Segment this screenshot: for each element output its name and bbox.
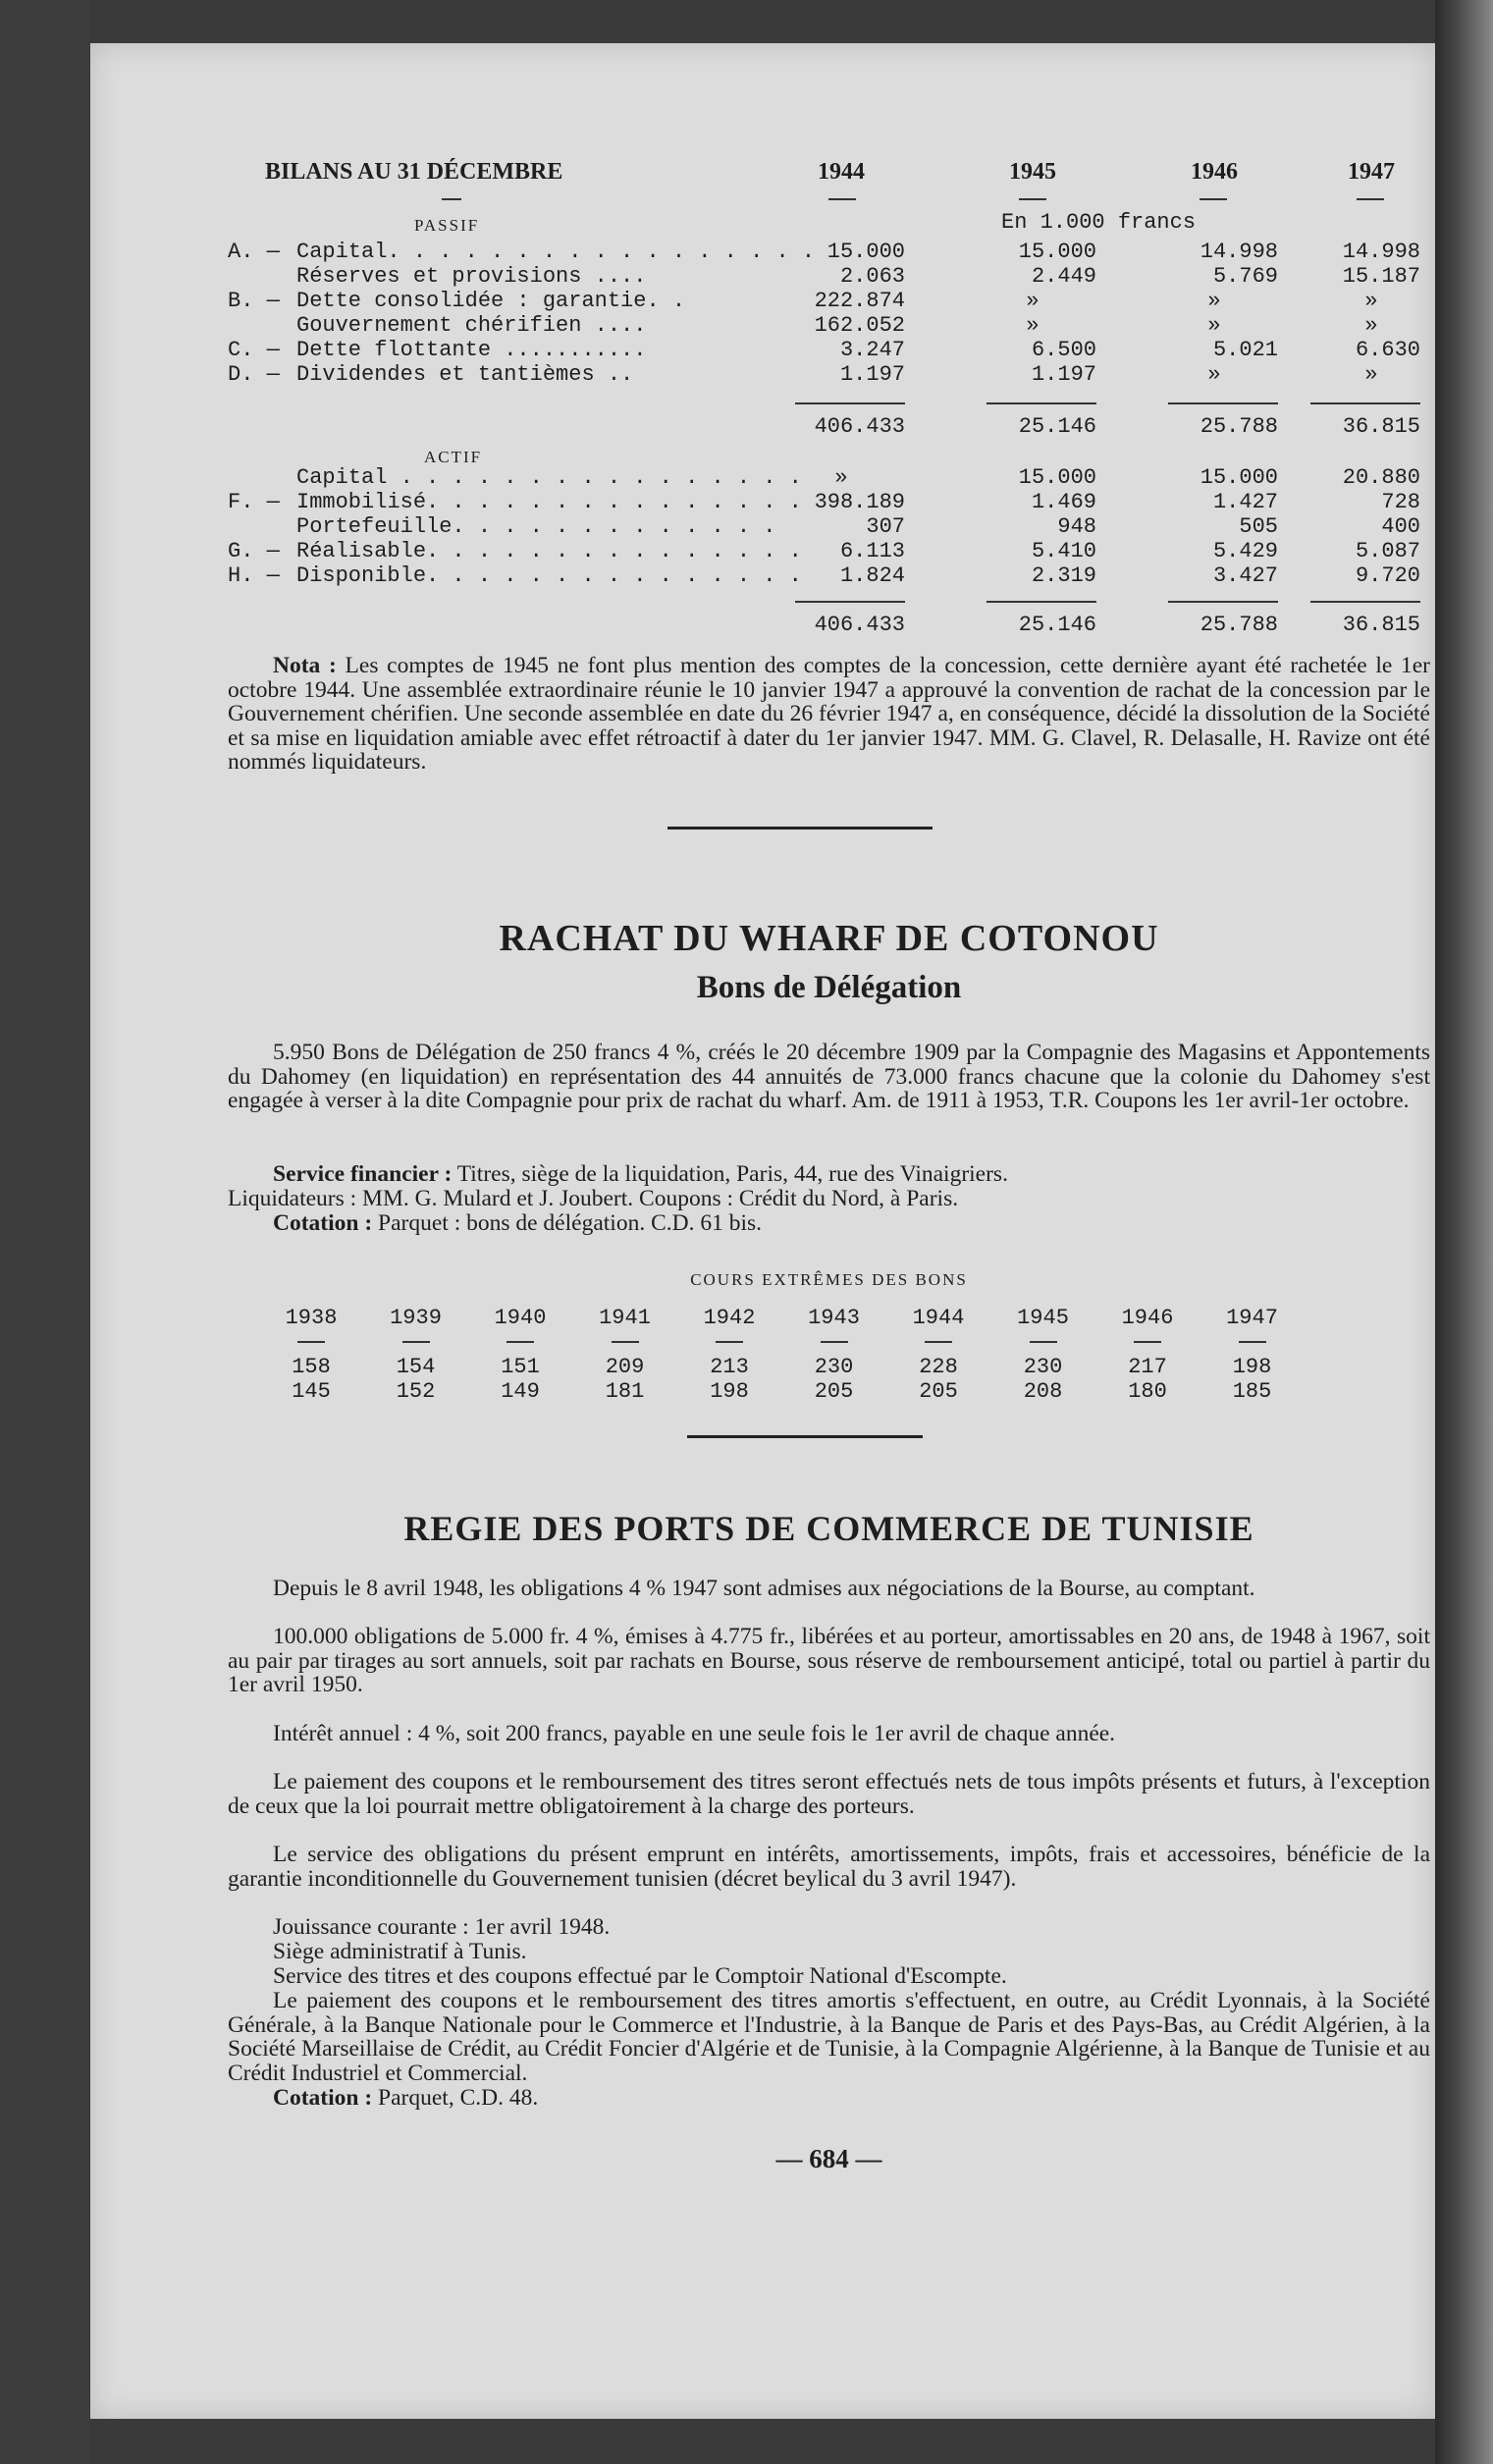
cours-year: 1941 (599, 1306, 651, 1330)
total-rule (1310, 402, 1420, 404)
right-page-edge (1435, 0, 1493, 2464)
cours-low: 180 (1128, 1379, 1167, 1404)
row-value: 5.087 (1355, 539, 1420, 563)
bilans-title: BILANS AU 31 DÉCEMBRE (265, 159, 563, 185)
cours-dash (507, 1341, 534, 1343)
cours-low: 152 (396, 1379, 436, 1404)
year-dash-1947 (1357, 198, 1384, 200)
actif-label: ACTIF (424, 448, 483, 466)
total-value: 36.815 (1342, 414, 1420, 439)
row-value: » (1207, 313, 1221, 338)
year-dash-1944 (828, 198, 856, 200)
nota-text: Les comptes de 1945 ne font plus mention des comptes de la concession, cette dernière ayant été rachetée le 1er octobre 1944. Une assemblée extraordinaire réunie le 10 janvier 1947 a approuvé la convention de rachat de la concession par le Gouvernement chérifien. Une seconde assemblée en date du 26 février 1947 a, en conséquence, décidé la dissolution de la Société et sa mise en liquidation amiable avec effet rétroactif à dater du 1er janvier 1947. MM. G. Clavel, R. Delasalle, H. Ravize ont été nommés liquidateurs. (228, 653, 1431, 776)
cours-year: 1947 (1226, 1306, 1278, 1330)
wharf-cotation-line (228, 1211, 1430, 1236)
row-value: 948 (1057, 514, 1096, 539)
row-value: 6.500 (1031, 338, 1096, 362)
row-value: 15.000 (826, 240, 905, 264)
year-header-1944: 1944 (818, 159, 865, 185)
cours-low: 181 (605, 1379, 645, 1404)
total-value: 25.788 (1200, 613, 1278, 637)
row-value: 5.769 (1212, 264, 1278, 289)
cours-year: 1939 (390, 1306, 442, 1330)
wharf-service-label: Service financier : (273, 1161, 453, 1187)
row-label: Gouvernement chérifien .... (296, 313, 647, 338)
row-label: Capital. . . . . . . . . . . . . . . . . (296, 240, 816, 264)
row-value: 15.187 (1342, 264, 1420, 289)
wharf-intro: 5.950 Bons de Délégation de 250 francs 4 %, créés le 20 décembre 1909 par la Compagnie des Magasins et Appontements du Dahomey (en liquidation) en représentation des 44 annuités de 73.000 francs chacune que la colonie du Dahomey s'est engagée à verser à la dite Compagnie pour prix de rachat du wharf. Am. de 1911 à 1953, T.R. Coupons les 1er avril-1er octobre. (228, 1040, 1430, 1114)
year-dash-1945 (1019, 198, 1046, 200)
cours-low: 149 (501, 1379, 540, 1404)
cours-high: 158 (292, 1355, 331, 1379)
cours-year: 1944 (912, 1306, 965, 1330)
cours-year: 1945 (1017, 1306, 1069, 1330)
row-value: 1.197 (1031, 362, 1096, 387)
wharf-title: RACHAT DU WHARF DE COTONOU (499, 918, 1159, 959)
row-value: » (1207, 362, 1221, 387)
row-value: 162.052 (814, 313, 905, 338)
row-value: 5.021 (1212, 338, 1278, 362)
row-value: 1.824 (839, 563, 905, 588)
total-rule (986, 601, 1096, 603)
cours-high: 217 (1128, 1355, 1167, 1379)
row-label: Dette flottante ........... (296, 338, 647, 362)
cours-year: 1940 (494, 1306, 547, 1330)
wharf-service-line (228, 1162, 1430, 1187)
row-value: » (1364, 362, 1378, 387)
row-value: 3.427 (1212, 563, 1278, 588)
row-value: » (1364, 289, 1378, 313)
cours-dash (402, 1341, 430, 1343)
regie-cotation-text: Parquet, C.D. 48. (378, 2085, 539, 2111)
row-value: 307 (866, 514, 905, 539)
total-value: 25.788 (1200, 414, 1278, 439)
cours-year: 1938 (285, 1306, 338, 1330)
row-value: » (834, 465, 848, 490)
row-value: 14.998 (1342, 240, 1420, 264)
row-value: 1.427 (1212, 490, 1278, 514)
cours-high: 230 (814, 1355, 854, 1379)
row-prefix: F. — (228, 490, 280, 514)
regie-cotation-label: Cotation : (273, 2085, 373, 2111)
cours-low: 145 (292, 1379, 331, 1404)
cours-high: 213 (710, 1355, 749, 1379)
row-value: » (1364, 313, 1378, 338)
row-value: 222.874 (814, 289, 905, 313)
row-value: 15.000 (1018, 240, 1096, 264)
page-number: — 684 — (775, 2144, 882, 2173)
row-value: 1.197 (839, 362, 905, 387)
cours-dash (925, 1341, 952, 1343)
total-rule (1310, 601, 1420, 603)
row-value: 2.319 (1031, 563, 1096, 588)
regie-p1: Depuis le 8 avril 1948, les obligations 4 % 1947 sont admises aux négociations de la Bourse, au comptant. (273, 1576, 1255, 1601)
regie-p4: Le paiement des coupons et le remboursement des titres seront effectués nets de tous impôts présents et futurs, à l'exception de ceux que la loi pourrait mettre obligatoirement à la charge des porteurs. (228, 1769, 1430, 1819)
regie-p6: Jouissance courante : 1er avril 1948. (273, 1914, 611, 1940)
cours-title: COURS EXTRÊMES DES BONS (690, 1270, 968, 1289)
total-value: 406.433 (814, 613, 905, 637)
cours-low: 205 (919, 1379, 958, 1404)
regie-p9: Le paiement des coupons et le remboursement des titres amortis s'effectuent, en outre, au Crédit Lyonnais, à la Société Générale, à la Banque Nationale pour le Commerce et l'Industrie, à la Banque de Paris et des Pays-Bas, au Crédit Algérien, à la Société Marseillaise de Crédit, au Crédit Foncier d'Algérie et de Tunisie, à la Compagnie Algérienne, à la Banque de Tunisie et au Crédit Industriel et Commercial. (228, 1988, 1430, 2086)
cours-dash (1030, 1341, 1057, 1343)
unit-note: En 1.000 francs (1001, 210, 1197, 235)
cours-low: 208 (1023, 1379, 1063, 1404)
row-value: 14.998 (1200, 240, 1278, 264)
section-divider-1 (667, 827, 933, 830)
row-value: » (1026, 313, 1040, 338)
row-value: » (1207, 289, 1221, 313)
year-header-1947: 1947 (1348, 159, 1395, 185)
regie-p2: 100.000 obligations de 5.000 fr. 4 %, émises à 4.775 fr., libérées et au porteur, amortissables en 20 ans, de 1948 à 1967, soit au pair par tirages au sort annuels, soit par rachats en Bourse, sous réserve de remboursement anticipé, total ou partiel à partir du 1er avril 1950. (228, 1624, 1430, 1698)
cours-dash (612, 1341, 639, 1343)
total-rule (795, 601, 905, 603)
total-value: 25.146 (1018, 613, 1096, 637)
row-value: 15.000 (1200, 465, 1278, 490)
row-prefix: G. — (228, 539, 280, 563)
nota-paragraph (228, 654, 1430, 775)
cours-dash (1239, 1341, 1266, 1343)
row-label: Portefeuille. . . . . . . . . . . . . (296, 514, 776, 539)
section-divider-2 (687, 1435, 923, 1438)
regie-p8: Service des titres et des coupons effectué par le Comptoir National d'Escompte. (273, 1963, 1007, 1989)
wharf-cotation-text: Parquet : bons de délégation. C.D. 61 bis. (378, 1210, 763, 1236)
total-rule (1168, 402, 1278, 404)
year-dash-1946 (1200, 198, 1227, 200)
row-value: » (1026, 289, 1040, 313)
row-label: Capital . . . . . . . . . . . . . . . . (296, 465, 802, 490)
total-rule (795, 402, 905, 404)
wharf-subtitle: Bons de Délégation (696, 970, 962, 1005)
total-value: 25.146 (1018, 414, 1096, 439)
row-value: 3.247 (839, 338, 905, 362)
cours-dash (716, 1341, 743, 1343)
cours-year: 1943 (808, 1306, 860, 1330)
regie-cotation-line (228, 2086, 1430, 2111)
row-value: 2.063 (839, 264, 905, 289)
row-value: 400 (1381, 514, 1420, 539)
nota-label: Nota : (273, 653, 337, 678)
row-value: 6.113 (839, 539, 905, 563)
regie-p3: Intérêt annuel : 4 %, soit 200 francs, payable en une seule fois le 1er avril de chaque année. (273, 1721, 1116, 1746)
regie-title: REGIE DES PORTS DE COMMERCE DE TUNISIE (403, 1509, 1254, 1548)
row-value: 20.880 (1342, 465, 1420, 490)
row-prefix: C. — (228, 338, 280, 362)
row-prefix: D. — (228, 362, 280, 387)
row-value: 505 (1239, 514, 1278, 539)
regie-p5: Le service des obligations du présent emprunt en intérêts, amortissements, impôts, frais et accessoires, bénéficie de la garantie inconditionnelle du Gouvernement tunisien (décret beylical du 3 avril 1947). (228, 1842, 1430, 1892)
row-value: 9.720 (1355, 563, 1420, 588)
row-label: Dividendes et tantièmes .. (296, 362, 634, 387)
cours-high: 228 (919, 1355, 958, 1379)
row-value: 15.000 (1018, 465, 1096, 490)
row-label: Réserves et provisions .... (296, 264, 647, 289)
row-value: 6.630 (1355, 338, 1420, 362)
row-prefix: B. — (228, 289, 280, 313)
cours-high: 154 (396, 1355, 436, 1379)
cours-high: 151 (501, 1355, 540, 1379)
total-value: 406.433 (814, 414, 905, 439)
total-rule (1168, 601, 1278, 603)
cours-low: 198 (710, 1379, 749, 1404)
row-label: Réalisable. . . . . . . . . . . . . . . (296, 539, 802, 563)
cours-low: 185 (1232, 1379, 1272, 1404)
row-value: 5.429 (1212, 539, 1278, 563)
cours-year: 1946 (1121, 1306, 1174, 1330)
row-value: 2.449 (1031, 264, 1096, 289)
row-value: 5.410 (1031, 539, 1096, 563)
passif-dash (442, 198, 461, 200)
regie-p7: Siège administratif à Tunis. (273, 1939, 527, 1964)
row-value: 1.469 (1031, 490, 1096, 514)
total-rule (986, 402, 1096, 404)
row-label: Disponible. . . . . . . . . . . . . . . (296, 563, 802, 588)
total-value: 36.815 (1342, 613, 1420, 637)
year-header-1946: 1946 (1191, 159, 1238, 185)
row-label: Immobilisé. . . . . . . . . . . . . . . (296, 490, 802, 514)
cours-high: 198 (1232, 1355, 1272, 1379)
cours-low: 205 (814, 1379, 854, 1404)
cours-dash (297, 1341, 325, 1343)
row-label: Dette consolidée : garantie. . (296, 289, 686, 313)
cours-high: 230 (1023, 1355, 1063, 1379)
row-prefix: H. — (228, 563, 280, 588)
row-value: 398.189 (814, 490, 905, 514)
cours-dash (821, 1341, 848, 1343)
left-scan-border (0, 0, 90, 2464)
cours-year: 1942 (703, 1306, 756, 1330)
cours-dash (1134, 1341, 1161, 1343)
wharf-service-text: Titres, siège de la liquidation, Paris, 44, rue des Vinaigriers. (456, 1161, 1008, 1187)
book-page (90, 43, 1435, 2419)
year-header-1945: 1945 (1009, 159, 1056, 185)
passif-label: PASSIF (414, 216, 480, 235)
row-prefix: A. — (228, 240, 280, 264)
wharf-cotation-label: Cotation : (273, 1210, 373, 1236)
cours-high: 209 (605, 1355, 645, 1379)
row-value: 728 (1381, 490, 1420, 514)
wharf-liquidateurs: Liquidateurs : MM. G. Mulard et J. Joubert. Coupons : Crédit du Nord, à Paris. (228, 1186, 959, 1211)
